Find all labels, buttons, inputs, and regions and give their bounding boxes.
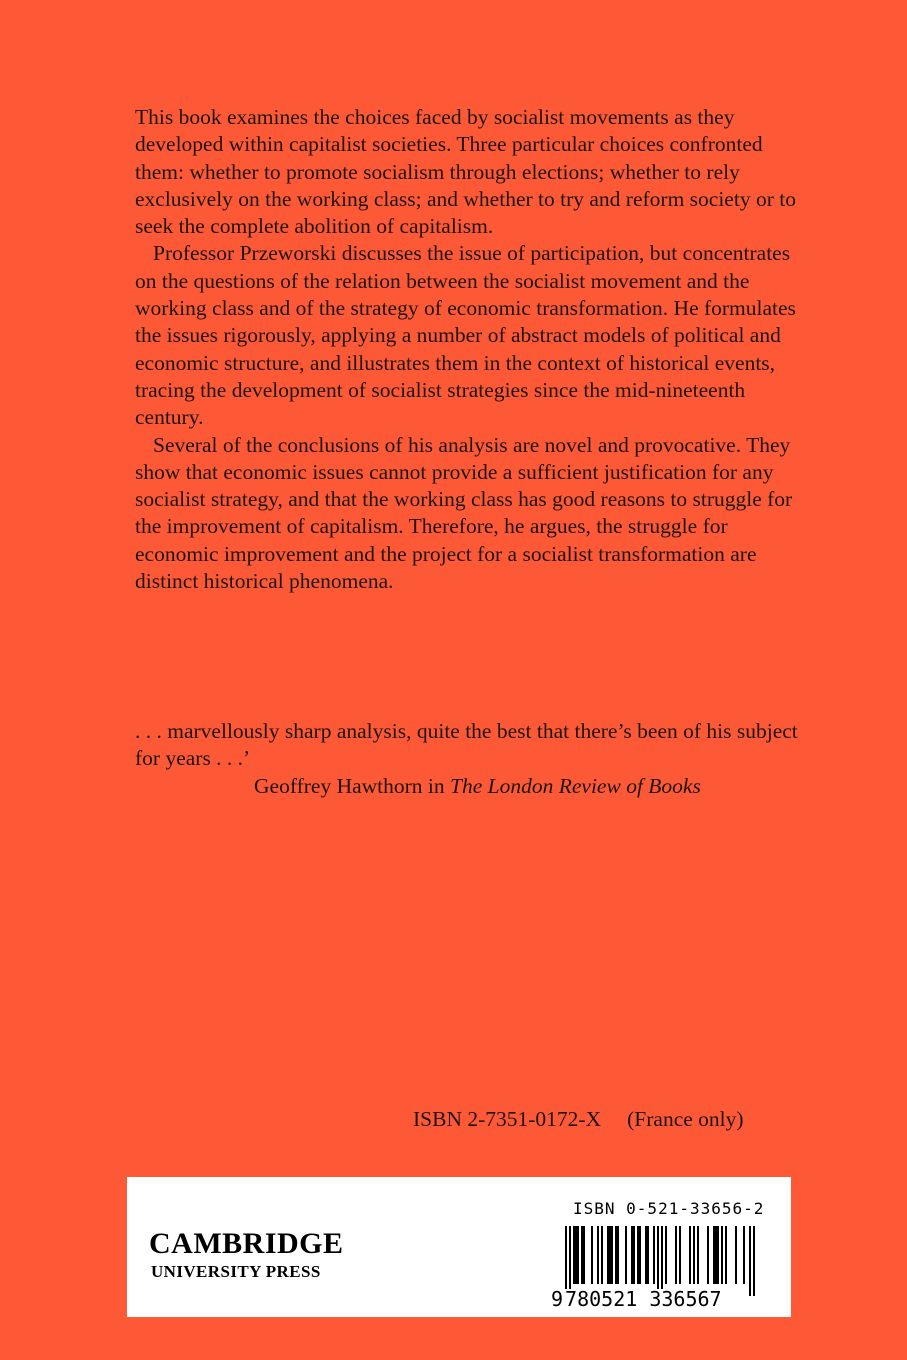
barcode-bar bbox=[575, 1226, 577, 1284]
barcode-bar bbox=[611, 1226, 613, 1284]
barcode-bar bbox=[573, 1226, 575, 1284]
review-attribution bbox=[254, 773, 815, 800]
description-paragraph-3: Several of the conclusions of his analysis are novel and provocative. They show that economic issues cannot provide a sufficient justification for any socialist strategy, and that the working class has good reasons to struggle for the improvement of capitalism. Therefore, he argues, the struggle for economic improvement and the project for a socialist transformation are distinct historical phenomena. bbox=[135, 432, 793, 594]
barcode-bar bbox=[713, 1226, 715, 1284]
barcode-bar bbox=[647, 1226, 649, 1284]
barcode-ean bbox=[551, 1289, 722, 1309]
ean-lead-digit: 9 bbox=[551, 1287, 564, 1311]
barcode-bar bbox=[707, 1226, 709, 1284]
barcode-bar bbox=[565, 1226, 567, 1296]
barcode-bar bbox=[591, 1226, 593, 1284]
barcode-bar bbox=[749, 1226, 751, 1296]
barcode-bar bbox=[625, 1226, 627, 1284]
barcode-bar bbox=[577, 1226, 579, 1284]
barcode-bar bbox=[617, 1226, 619, 1284]
barcode-bar bbox=[581, 1226, 583, 1284]
reviewer-name: Geoffrey Hawthorn in bbox=[254, 773, 445, 798]
barcode-bar bbox=[645, 1226, 647, 1284]
barcode-bar bbox=[601, 1226, 603, 1284]
isbn-france bbox=[413, 1107, 744, 1132]
barcode-isbn: ISBN 0-521-33656-2 bbox=[573, 1199, 765, 1218]
barcode-bar bbox=[583, 1226, 585, 1284]
barcode-bar bbox=[753, 1226, 755, 1296]
review-quote-text: . . . marvellously sharp analysis, quite the best that there’s been of his subject for years . . .’ bbox=[135, 719, 798, 771]
barcode-bar bbox=[597, 1226, 599, 1284]
ean-left-digits: 780521 bbox=[565, 1287, 638, 1311]
book-description bbox=[135, 104, 815, 595]
barcode-image bbox=[565, 1226, 757, 1296]
barcode-bar bbox=[607, 1226, 609, 1284]
barcode-bar bbox=[693, 1226, 695, 1284]
barcode-bar bbox=[721, 1226, 723, 1284]
barcode-bar bbox=[661, 1226, 663, 1296]
barcode-bar bbox=[675, 1226, 677, 1284]
barcode-bar bbox=[735, 1226, 737, 1284]
barcode-bar bbox=[653, 1226, 655, 1284]
publisher-logo bbox=[149, 1227, 344, 1283]
description-paragraph-1: This book examines the choices faced by socialist movements as they developed within capitalist societies. Three particular choices confronted them: whether to promote socialism through elections; whether to rely exclusively on the working class; and whether to try and reform society or to seek the complete abolition of capitalism. bbox=[135, 105, 796, 239]
barcode-bar bbox=[743, 1226, 745, 1284]
barcode-bar bbox=[609, 1226, 611, 1284]
barcode-bar bbox=[725, 1226, 727, 1284]
ean-right-digits: 336567 bbox=[649, 1287, 722, 1311]
barcode-bar bbox=[615, 1226, 617, 1284]
barcode-bar bbox=[717, 1226, 719, 1284]
isbn-france-note: (France only) bbox=[627, 1107, 744, 1131]
barcode-bar bbox=[689, 1226, 691, 1284]
barcode-bar bbox=[679, 1226, 681, 1284]
barcode-bar bbox=[657, 1226, 659, 1296]
barcode-bar bbox=[697, 1226, 699, 1284]
barcode-bar bbox=[715, 1226, 717, 1284]
review-quote bbox=[135, 718, 815, 800]
description-paragraph-2: Professor Przeworski discusses the issue of participation, but concentrates on the questions of the relation between the socialist movement and the working class and of the strategy of economic transformation. He formulates the issues rigorously, applying a number of abstract models of political and economic structure, and illustrates them in the context of historical events, tracing the development of socialist strategies since the mid-nineteenth century. bbox=[135, 241, 796, 430]
publisher-name: CAMBRIDGE bbox=[149, 1227, 344, 1260]
barcode-bar bbox=[569, 1226, 571, 1296]
isbn-france-code: ISBN 2-7351-0172-X bbox=[413, 1107, 602, 1131]
barcode-bar bbox=[637, 1226, 639, 1284]
publisher-subtitle: UNIVERSITY PRESS bbox=[151, 1262, 321, 1281]
barcode-bar bbox=[631, 1226, 633, 1284]
publisher-barcode-panel bbox=[127, 1177, 791, 1317]
review-publication: The London Review of Books bbox=[450, 773, 701, 798]
barcode-bar bbox=[665, 1226, 667, 1284]
barcode-bar bbox=[639, 1226, 641, 1284]
barcode-bar bbox=[633, 1226, 635, 1284]
